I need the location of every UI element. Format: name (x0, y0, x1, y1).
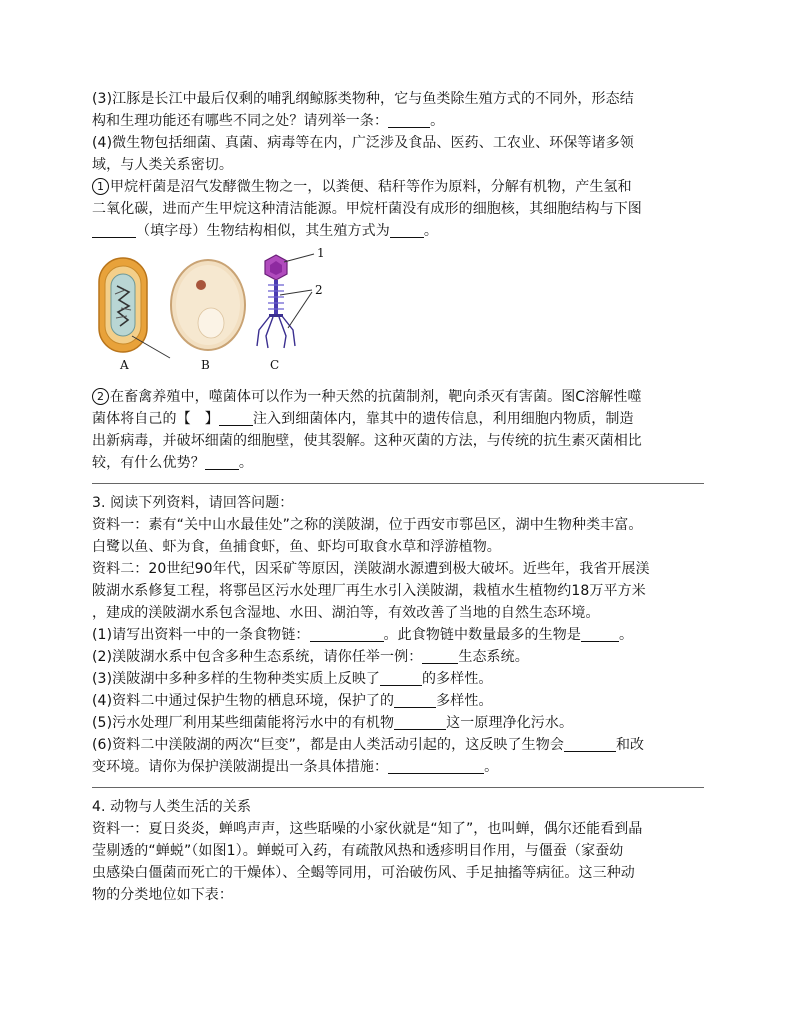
yeast-cell-diagram (171, 260, 245, 350)
q3-material2-line1: 资料二：20世纪90年代，因采矿等原因，渼陂湖水源遭到极大破坏。近些年，我省开展渼 (92, 561, 650, 577)
q3-material1-line2: 白鹭以鱼、虾为食，鱼捕食虾，鱼、虾均可取食水草和浮游植物。 (92, 539, 501, 555)
q3-material1-line1: 资料一：素有“关中山水最佳处”之称的渼陂湖，位于西安市鄠邑区，湖中生物种类丰富。 (92, 517, 643, 533)
q3-sub3 (92, 668, 704, 690)
q3-material2-line3: ，建成的渼陂湖水系包含湿地、水田、湖泊等，有效改善了当地的自然生态环境。 (92, 605, 600, 621)
q3-sub2 (92, 646, 704, 668)
q3-sub3-text: (3)渼陂湖中多种多样的生物种类实质上反映了 (92, 671, 381, 687)
q3-sub6-text-end: 和改 (615, 737, 645, 753)
q2-item2-structure-blank[interactable] (219, 409, 253, 426)
bacteriophage-diagram (257, 254, 314, 348)
q3-material2-line2: 陂湖水系修复工程，将鄠邑区污水处理厂再生水引入渼陂湖，栽植水生植物约18万平方米 (92, 583, 646, 599)
q3-sub5 (92, 712, 704, 734)
q2-item1-letter-blank[interactable] (92, 221, 136, 238)
q3-bacteria-blank[interactable] (394, 713, 446, 730)
q2-item2-line4 (92, 452, 704, 474)
q3-ecosystem-blank[interactable] (422, 647, 458, 664)
q3-adapt-blank[interactable] (564, 735, 616, 752)
q3-diversity-blank-1[interactable] (380, 669, 422, 686)
q4-material1-line3: 虫感染白僵菌而死亡的干燥体）、全蝎等同用，可治破伤风、手足抽搐等病征。这三种动 (92, 865, 635, 881)
q4-title: 4. 动物与人类生活的关系 (92, 799, 252, 815)
q3-diversity-blank-2[interactable] (394, 691, 436, 708)
q3-sub4-end: 多样性。 (436, 693, 493, 709)
q2-part3-line2 (92, 110, 704, 132)
q3-sub2-text: (2)渼陂湖水系中包含多种生态系统，请你任举一例： (92, 649, 423, 665)
q3-sub1 (92, 624, 704, 646)
q2-item2-text-mid: 注入到细菌体内，靠其中的遗传信息，利用细胞内物质，制造 (252, 411, 634, 427)
figure-callout-2: 2 (315, 283, 323, 297)
q3-sub4-text: (4)资料二中通过保护生物的栖息环境，保护了的 (92, 693, 395, 709)
circled-number-1: 1 (92, 178, 109, 195)
q3-food-chain-blank[interactable] (310, 625, 384, 642)
q3-sub6-text: (6)资料二中渼陂湖的两次“巨变”，都是由人类活动引起的，这反映了生物会 (92, 737, 564, 753)
q2-part3-line1: (3)江豚是长江中最后仅剩的哺乳纲鲸豚类物种，它与鱼类除生殖方式的不同外，形态结 (92, 91, 634, 107)
q2-item1-end: 。 (423, 223, 438, 239)
circled-number-2: 2 (92, 388, 109, 405)
bacterium-diagram (99, 258, 170, 358)
q2-item2-text: 在畜禽养殖中，噬菌体可以作为一种天然的抗菌制剂，靶向杀灭有害菌。图C溶解性噬 (110, 389, 642, 405)
q2-item2-end: 。 (238, 455, 253, 471)
q3-sub5-end: 这一原理净化污水。 (446, 715, 574, 731)
section-divider-1 (92, 483, 704, 484)
q3-sub4 (92, 690, 704, 712)
q3-sub1-text-mid: 。此食物链中数量最多的生物是 (383, 627, 581, 643)
q3-sub6-line2 (92, 756, 704, 778)
q2-item2-line3: 出新病毒，并破坏细菌的细胞壁，使其裂解。这种灭菌的方法，与传统的抗生素灭菌相比 (92, 433, 642, 449)
q2-item2-advantage-blank[interactable] (205, 453, 239, 470)
q3-sub1-text: (1)请写出资料一中的一条食物链： (92, 627, 310, 643)
q4-material1-line2: 莹剔透的“蝉蜕”（如图1）。蝉蜕可入药，有疏散风热和透疹明目作用，与僵蚕（家蚕幼 (92, 843, 624, 859)
section-divider-2 (92, 787, 704, 788)
q2-item1-line1 (92, 176, 704, 198)
q3-sub5-text: (5)污水处理厂利用某些细菌能将污水中的有机物 (92, 715, 395, 731)
worksheet-content (92, 88, 704, 906)
q3-sub3-end: 的多样性。 (422, 671, 493, 687)
q3-title: 3. 阅读下列资料，请回答问题： (92, 495, 294, 511)
figure-callout-1: 1 (317, 246, 325, 260)
q3-sub2-end: 生态系统。 (458, 649, 529, 665)
q4-material1-line4: 物的分类地位如下表： (92, 887, 233, 903)
q2-item2-bracket-text: 菌体将自己的【 】 (92, 411, 219, 427)
q2-part4-line2: 域，与人类关系密切。 (92, 157, 233, 173)
figure-label-a: A (120, 358, 129, 372)
q2-item2-question: 较，有什么优势？ (92, 455, 205, 471)
figure-label-b: B (201, 358, 210, 372)
q3-sub1-end: 。 (618, 627, 634, 643)
q4-material1-line1: 资料一：夏日炎炎，蝉鸣声声，这些聒噪的小家伙就是“知了”，也叫蝉，偶尔还能看到晶 (92, 821, 643, 837)
q2-part3-answer-blank[interactable] (388, 111, 430, 128)
organism-illustration (92, 250, 412, 380)
q2-item1-reproduction-blank[interactable] (390, 221, 424, 238)
q2-item1-line3 (92, 220, 704, 242)
q2-item1-text-mid: （填字母）生物结构相似，其生殖方式为 (136, 223, 390, 239)
q3-sub6-end: 。 (484, 759, 499, 775)
q3-measure-blank[interactable] (388, 757, 484, 774)
organism-figure (92, 246, 412, 380)
q2-item1-text: 甲烷杆菌是沼气发酵微生物之一，以粪便、秸秆等作为原料，分解有机物，产生氢和 (110, 179, 632, 195)
q2-part4-line1: (4)微生物包括细菌、真菌、病毒等在内，广泛涉及食品、医药、工农业、环保等诸多领 (92, 135, 634, 151)
q2-part3-end: 。 (430, 113, 445, 129)
q2-item1-line2: 二氧化碳，进而产生甲烷这种清洁能源。甲烷杆菌没有成形的细胞核，其细胞结构与下图 (92, 201, 642, 217)
q2-part3-text: 构和生理功能还有哪些不同之处？请列举一条： (92, 113, 389, 129)
figure-label-c: C (270, 358, 280, 372)
q3-sub6-line1 (92, 734, 704, 756)
q3-most-organism-blank[interactable] (581, 625, 619, 642)
q3-sub6-text2: 变环境。请你为保护渼陂湖提出一条具体措施： (92, 759, 389, 775)
q2-item2-line1 (92, 386, 704, 408)
q2-item2-line2 (92, 408, 704, 430)
